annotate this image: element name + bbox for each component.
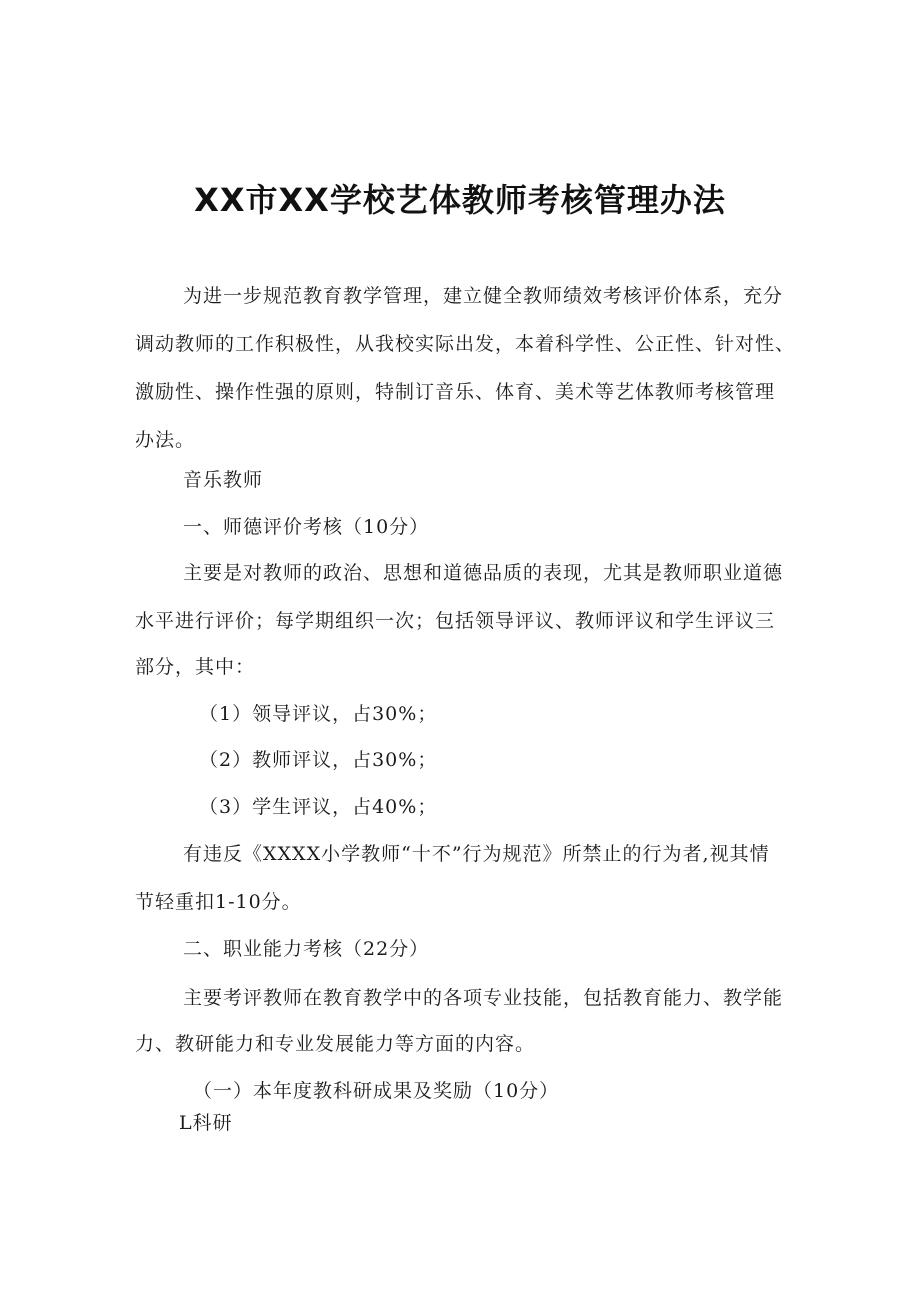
- section2-sub-heading: （一）本年度教科研成果及奖励（10分）: [193, 1080, 560, 1102]
- section2-body-line-1: 主要考评教师在教育教学中的各项专业技能，包括教育能力、教学能: [183, 987, 784, 1009]
- section1-item-2: （2）教师评议，占30%；: [199, 749, 438, 771]
- intro-line-1: 为进一步规范教育教学管理，建立健全教师绩效考核评价体系，充分: [183, 285, 784, 307]
- section1-item-3: （3）学生评议，占40%；: [199, 796, 438, 818]
- section1-body-line-2: 水平进行评价；每学期组织一次；包括领导评议、教师评议和学生评议三: [135, 610, 776, 632]
- intro-line-2: 调动教师的工作积极性，从我校实际出发，本着科学性、公正性、针对性、: [135, 333, 796, 355]
- section1-item-1: （1）领导评议，占30%；: [199, 703, 438, 725]
- document-title: XX市XX学校艺体教师考核管理办法: [194, 181, 726, 219]
- section2-body-line-2: 力、教研能力和专业发展能力等方面的内容。: [135, 1033, 536, 1055]
- section1-penalty-line-2: 节轻重扣1-10分。: [135, 891, 302, 913]
- section1-penalty-line-1: 有违反《XXXX小学教师“十不”行为规范》所禁止的行为者,视其情: [183, 843, 770, 865]
- section2-sub-item: L科研: [179, 1112, 233, 1134]
- section1-body-line-3: 部分，其中：: [135, 656, 256, 678]
- section1-body-line-1: 主要是对教师的政治、思想和道德品质的表现，尤其是教师职业道德: [183, 562, 784, 584]
- intro-line-3: 激励性、操作性强的原则，特制订音乐、体育、美术等艺体教师考核管理: [135, 381, 776, 403]
- section1-heading: 一、师德评价考核（10分）: [183, 516, 430, 538]
- section2-heading: 二、职业能力考核（22分）: [183, 938, 430, 960]
- subject-heading: 音乐教师: [183, 469, 264, 491]
- intro-line-4: 办法。: [135, 429, 196, 451]
